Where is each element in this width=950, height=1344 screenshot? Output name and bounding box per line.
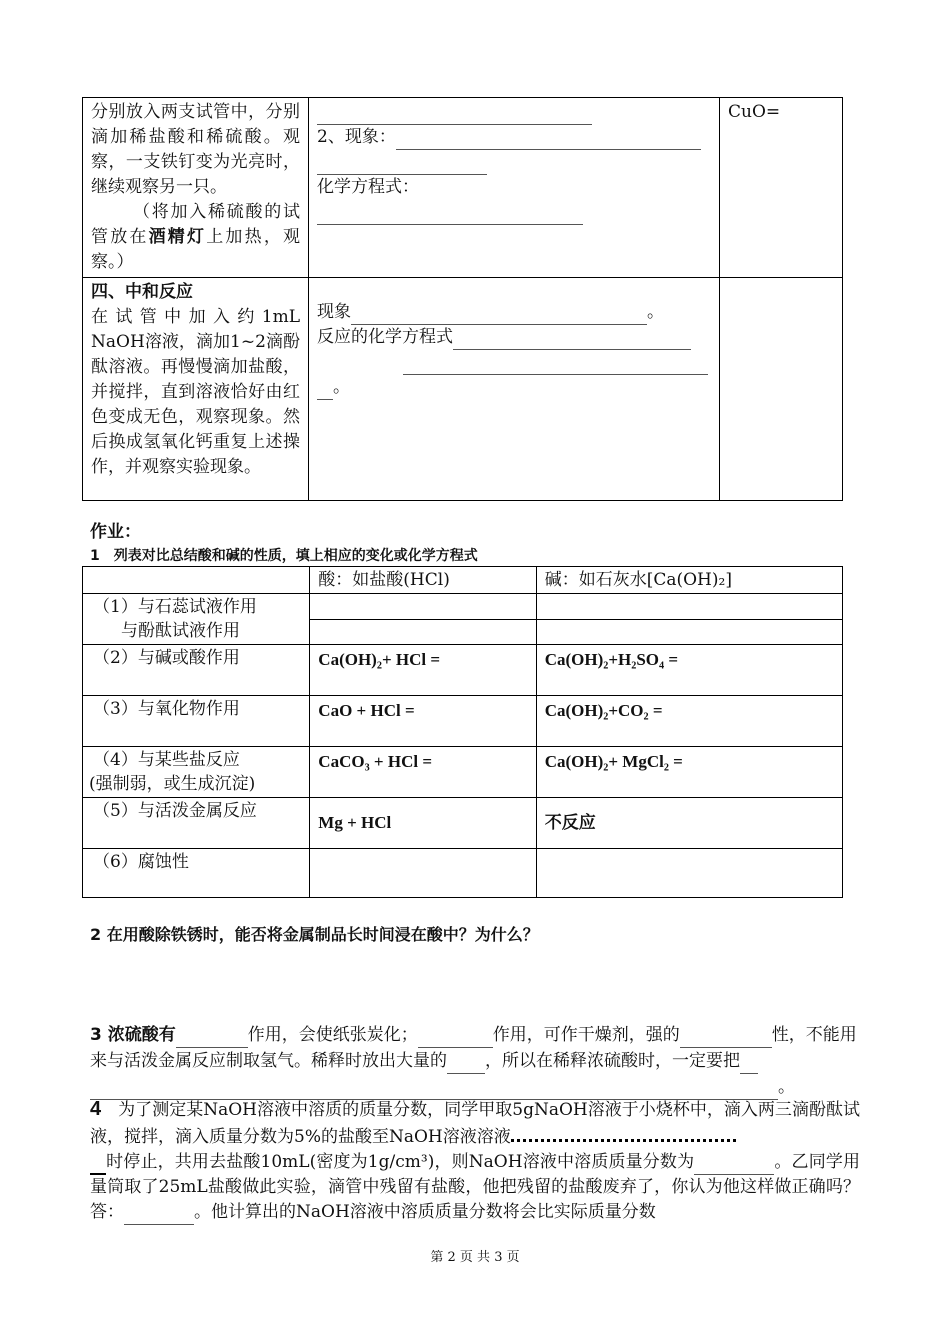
observation-cell bbox=[309, 98, 720, 278]
answer-blank[interactable] bbox=[176, 1029, 248, 1048]
page-footer: 第 2 页 共 3 页 bbox=[430, 1250, 520, 1265]
observation-cell bbox=[309, 278, 720, 501]
table-row bbox=[83, 278, 843, 501]
table-header-row bbox=[83, 567, 843, 594]
acid-equation[interactable]: CaCO₃ + HCl = bbox=[310, 747, 536, 798]
acid-equation[interactable]: Mg + HCl bbox=[310, 798, 536, 849]
answer-blank[interactable] bbox=[740, 1055, 758, 1074]
phenomenon-label: 2、现象： bbox=[317, 127, 396, 147]
procedure-text: 分别放入两支试管中，分别滴加稀盐酸和稀硫酸。观察，一支铁钉变为光亮时，继续观察另一只。 bbox=[91, 102, 300, 197]
note-prefix: （将加入稀硫酸的试管放在 bbox=[91, 202, 300, 247]
answer-blank[interactable] bbox=[317, 381, 333, 400]
answer-blank[interactable] bbox=[317, 106, 592, 125]
property-cell bbox=[83, 747, 310, 798]
answer-cell[interactable] bbox=[536, 594, 842, 620]
section-title: 四、中和反应 bbox=[91, 282, 193, 302]
question-4 bbox=[90, 1097, 860, 1225]
base-equation[interactable]: Ca(OH)₂+H₂SO₄ = bbox=[536, 645, 842, 696]
conclusion-cell bbox=[720, 278, 843, 501]
answer-cell[interactable] bbox=[310, 619, 536, 645]
q4-text: 时停止，共用去盐酸10mL(密度为1g/cm³)，则NaOH溶液中溶质质量分数为 bbox=[106, 1152, 695, 1172]
answer-blank[interactable] bbox=[90, 1155, 106, 1175]
equation-label: 反应的化学方程式 bbox=[317, 327, 453, 347]
header-cell-base: 碱：如石灰水[Ca(OH)₂] bbox=[536, 567, 842, 594]
property-label: 与酚酞试液作用 bbox=[121, 621, 240, 641]
table-row bbox=[83, 747, 843, 798]
question-3 bbox=[90, 1022, 860, 1100]
q3-end: 。 bbox=[778, 1077, 795, 1097]
answer-blank[interactable] bbox=[396, 131, 701, 150]
equation-label: 化学方程式： bbox=[317, 177, 419, 197]
q4-text: 。乙同学用量筒取了25mL盐酸做此实验，滴管中残留有盐酸，他把残留的盐酸废弃了，你认为他这样做正确吗？答： bbox=[90, 1152, 860, 1222]
property-cell: （5）与活泼金属反应 bbox=[83, 798, 310, 849]
property-label: （4）与某些盐反应 bbox=[93, 750, 240, 770]
procedure-cell bbox=[83, 98, 309, 278]
answer-blank[interactable] bbox=[680, 1029, 772, 1048]
q3-text: 作用，可作干燥剂，强的 bbox=[492, 1025, 680, 1045]
answer-blank[interactable] bbox=[317, 206, 583, 225]
q3-text: 作用，会使纸张炭化； bbox=[247, 1025, 418, 1045]
comparison-table bbox=[82, 566, 843, 898]
answer-blank[interactable] bbox=[317, 156, 487, 175]
answer-blank[interactable] bbox=[351, 306, 647, 325]
experiment-table bbox=[82, 97, 843, 501]
acid-equation[interactable]: CaO + HCl = bbox=[310, 696, 536, 747]
period: 。 bbox=[647, 302, 664, 322]
procedure-note bbox=[91, 202, 300, 272]
table-row bbox=[83, 645, 843, 696]
period: 。 bbox=[333, 377, 350, 397]
answer-cell[interactable] bbox=[310, 594, 536, 620]
phenomenon-label: 现象 bbox=[317, 302, 351, 322]
base-equation[interactable]: 不反应 bbox=[536, 798, 842, 849]
answer-blank[interactable] bbox=[124, 1206, 194, 1225]
q4-text: 。他计算出的NaOH溶液中溶质质量分数将会比实际质量分数 bbox=[194, 1202, 656, 1222]
base-equation[interactable]: Ca(OH)₂+ MgCl₂ = bbox=[536, 747, 842, 798]
question-4-number: 4 bbox=[90, 1098, 102, 1120]
acid-equation[interactable]: Ca(OH)₂+ HCl = bbox=[310, 645, 536, 696]
table-row bbox=[83, 696, 843, 747]
table-row bbox=[83, 98, 843, 278]
question-1: 1 列表对比总结酸和碱的性质，填上相应的变化或化学方程式 bbox=[90, 548, 478, 564]
answer-blank[interactable] bbox=[511, 1123, 736, 1142]
alcohol-lamp-text: 酒精灯 bbox=[148, 227, 207, 247]
note-suffix: 上加热，观察。） bbox=[91, 227, 301, 272]
table-row bbox=[83, 849, 843, 898]
base-equation[interactable]: Ca(OH)₂+CO₂ = bbox=[536, 696, 842, 747]
header-cell bbox=[83, 567, 310, 594]
homework-title: 作业： bbox=[90, 522, 141, 542]
answer-blank[interactable] bbox=[403, 356, 708, 375]
procedure-cell bbox=[83, 278, 309, 501]
q3-text: ，所以在稀释浓硫酸时，一定要把 bbox=[485, 1051, 740, 1071]
question-3-lead: 3 浓硫酸有 bbox=[90, 1025, 176, 1045]
answer-blank[interactable] bbox=[447, 1055, 485, 1074]
question-2: 2 在用酸除铁锈时，能否将金属制品长时间浸在酸中？为什么？ bbox=[90, 925, 539, 944]
answer-blank[interactable] bbox=[418, 1029, 493, 1048]
answer-cell[interactable] bbox=[310, 849, 536, 898]
cuo-equation: CuO= bbox=[728, 102, 781, 122]
table-row bbox=[83, 594, 843, 620]
answer-cell[interactable] bbox=[536, 619, 842, 645]
answer-blank[interactable] bbox=[694, 1156, 774, 1175]
header-cell-acid: 酸：如盐酸(HCl) bbox=[310, 567, 536, 594]
property-cell: （2）与碱或酸作用 bbox=[83, 645, 310, 696]
answer-blank[interactable] bbox=[453, 331, 691, 350]
q3-text: 性，不能用来与活泼金属反应制取氢气。稀释时放出大量的 bbox=[90, 1025, 857, 1071]
answer-cell[interactable] bbox=[536, 849, 842, 898]
property-cell bbox=[83, 594, 310, 645]
property-cell: （6）腐蚀性 bbox=[83, 849, 310, 898]
property-label: (强制弱，或生成沉淀) bbox=[89, 774, 256, 794]
property-cell: （3）与氧化物作用 bbox=[83, 696, 310, 747]
procedure-text: 在试管中加入约1mL NaOH溶液，滴加1~2滴酚酞溶液。再慢慢滴加盐酸，并搅拌，直到溶液恰好由红色变成无色，观察现象。然后换成氢氧化钙重复上述操作，并观察实验现象。 bbox=[91, 307, 300, 477]
table-row bbox=[83, 798, 843, 849]
property-label: （1）与石蕊试液作用 bbox=[93, 597, 257, 617]
conclusion-cell bbox=[720, 98, 843, 278]
q4-text: 为了测定某NaOH溶液中溶质的质量分数，同学甲取5gNaOH溶液于小烧杯中，滴入两三滴酚酞试液，搅拌，滴入质量分数为5%的盐酸至NaOH溶液溶液 bbox=[90, 1100, 860, 1147]
